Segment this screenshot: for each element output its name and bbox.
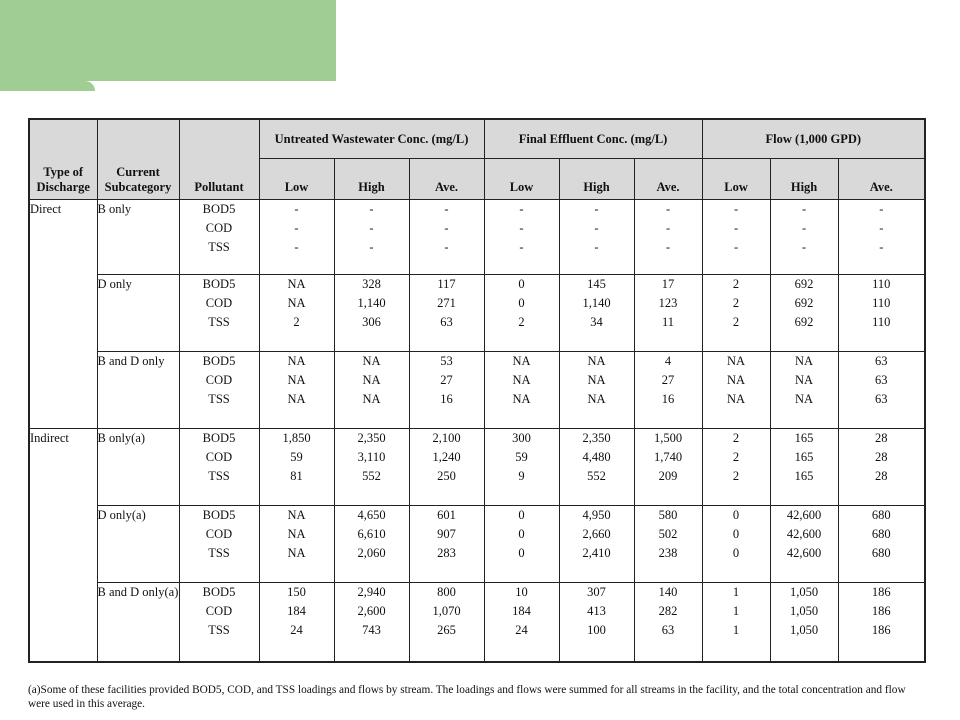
- pollutant-label: BOD5: [202, 202, 236, 216]
- cell-value: 42,600: [786, 546, 822, 560]
- cell-value: 300: [512, 431, 531, 445]
- cell-value: NA: [362, 373, 381, 387]
- cell-value: 1: [732, 604, 740, 618]
- cell-value: 2: [293, 315, 300, 329]
- cell-value: -: [665, 202, 671, 216]
- cell-value: 2: [518, 315, 525, 329]
- cell-value: 27: [440, 373, 453, 387]
- pollutant-label: BOD5: [202, 354, 236, 368]
- header-low: Low: [702, 159, 770, 200]
- cell-value: 271: [437, 296, 456, 310]
- value-cell: [559, 352, 634, 429]
- cell-value: 0: [732, 508, 740, 522]
- value-cell: [334, 200, 409, 275]
- cell-value: 3,110: [357, 450, 386, 464]
- value-cell: [409, 275, 484, 352]
- pollutant-cell: [179, 275, 259, 352]
- cell-value: -: [879, 240, 884, 254]
- cell-value: 10: [515, 585, 528, 599]
- cell-value: 28: [875, 431, 888, 445]
- cell-value: 250: [437, 469, 456, 483]
- cell-value: 265: [437, 623, 456, 637]
- cell-value: 63: [661, 623, 675, 637]
- cell-value: 2: [732, 450, 740, 464]
- value-cell: [634, 200, 702, 275]
- table-row: [29, 352, 925, 429]
- cell-value: NA: [795, 392, 814, 406]
- cell-value: 28: [875, 469, 888, 483]
- cell-value: 307: [587, 585, 606, 599]
- subcategory-cell: D only: [97, 275, 179, 352]
- cell-value: 2: [732, 315, 740, 329]
- cell-value: -: [519, 202, 524, 216]
- cell-value: -: [444, 240, 449, 254]
- value-cell: [484, 352, 559, 429]
- cell-value: 580: [658, 508, 678, 522]
- pollutant-label: COD: [205, 296, 233, 310]
- cell-value: NA: [287, 392, 306, 406]
- cell-value: NA: [795, 373, 814, 387]
- value-cell: [634, 429, 702, 506]
- cell-value: -: [733, 240, 739, 254]
- cell-value: NA: [795, 354, 814, 368]
- cell-value: 27: [661, 373, 675, 387]
- cell-value: 16: [440, 392, 453, 406]
- cell-value: -: [519, 240, 524, 254]
- cell-value: NA: [512, 354, 531, 368]
- cell-value: -: [369, 221, 374, 235]
- cell-value: 0: [518, 277, 525, 291]
- cell-value: 1,070: [432, 604, 461, 618]
- table-row: [29, 275, 925, 352]
- value-cell: [838, 506, 925, 583]
- value-cell: [484, 506, 559, 583]
- cell-value: 63: [440, 315, 453, 329]
- value-cell: [484, 200, 559, 275]
- cell-value: 2,410: [582, 546, 611, 560]
- cell-value: 4,950: [582, 508, 611, 522]
- cell-value: 680: [871, 508, 891, 522]
- value-cell: [634, 352, 702, 429]
- cell-value: 1,140: [357, 296, 386, 310]
- cell-value: -: [519, 221, 524, 235]
- pollutant-label: TSS: [208, 546, 230, 560]
- discharge-type-cell: Indirect: [29, 429, 97, 662]
- value-cell: [334, 275, 409, 352]
- value-cell: [702, 429, 770, 506]
- cell-value: 4,650: [357, 508, 386, 522]
- value-cell: [484, 583, 559, 662]
- value-cell: [259, 506, 334, 583]
- header-ave: Ave.: [409, 159, 484, 200]
- value-cell: [838, 583, 925, 662]
- cell-value: -: [444, 202, 449, 216]
- cell-value: 2: [732, 469, 740, 483]
- header-low: Low: [484, 159, 559, 200]
- value-cell: [334, 429, 409, 506]
- cell-value: NA: [512, 392, 531, 406]
- cell-value: 53: [440, 354, 453, 368]
- cell-value: 2,600: [357, 604, 386, 618]
- value-cell: [259, 583, 334, 662]
- value-cell: [259, 352, 334, 429]
- value-cell: [484, 275, 559, 352]
- value-cell: [702, 506, 770, 583]
- cell-value: 0: [518, 527, 525, 541]
- cell-value: 1: [732, 585, 740, 599]
- value-cell: [634, 275, 702, 352]
- discharge-type-cell: Direct: [29, 200, 97, 429]
- cell-value: NA: [727, 392, 746, 406]
- pollutant-label: COD: [205, 604, 233, 618]
- pollutant-cell: [179, 200, 259, 275]
- value-cell: [702, 200, 770, 275]
- cell-value: -: [801, 202, 807, 216]
- cell-value: 0: [518, 508, 525, 522]
- cell-value: 63: [875, 392, 888, 406]
- cell-value: 282: [658, 604, 678, 618]
- cell-value: 186: [871, 585, 891, 599]
- cell-value: -: [801, 221, 807, 235]
- header-ave: Ave.: [634, 159, 702, 200]
- pollutant-label: COD: [205, 527, 233, 541]
- cell-value: 680: [871, 546, 891, 560]
- cell-value: -: [294, 240, 299, 254]
- cell-value: 743: [362, 623, 381, 637]
- value-cell: [559, 583, 634, 662]
- pollutant-cell: [179, 506, 259, 583]
- cell-value: 165: [794, 469, 814, 483]
- pollutant-label: BOD5: [202, 431, 236, 445]
- cell-value: NA: [287, 296, 306, 310]
- value-cell: [770, 506, 838, 583]
- cell-value: -: [369, 240, 374, 254]
- value-cell: [702, 352, 770, 429]
- value-cell: [770, 200, 838, 275]
- cell-value: NA: [727, 373, 746, 387]
- cell-value: 145: [587, 277, 606, 291]
- cell-value: 110: [872, 315, 891, 329]
- value-cell: [259, 429, 334, 506]
- cell-value: 4: [664, 354, 672, 368]
- cell-value: 692: [794, 315, 814, 329]
- cell-value: 601: [437, 508, 456, 522]
- cell-value: NA: [287, 373, 306, 387]
- cell-value: -: [594, 240, 599, 254]
- cell-value: 1,050: [789, 585, 819, 599]
- cell-value: -: [369, 202, 374, 216]
- cell-value: 184: [512, 604, 531, 618]
- cell-value: 0: [732, 527, 740, 541]
- value-cell: [559, 200, 634, 275]
- value-cell: [259, 200, 334, 275]
- green-tab-decoration: [0, 81, 95, 91]
- cell-value: NA: [587, 354, 606, 368]
- cell-value: 24: [290, 623, 303, 637]
- header-pollutant: Pollutant: [179, 119, 259, 200]
- value-cell: [770, 583, 838, 662]
- cell-value: 34: [590, 315, 603, 329]
- value-cell: [634, 583, 702, 662]
- cell-value: 692: [794, 296, 814, 310]
- header-high: High: [770, 159, 838, 200]
- cell-value: 110: [872, 296, 891, 310]
- pollutant-cell: [179, 583, 259, 662]
- cell-value: 186: [871, 623, 891, 637]
- value-cell: [770, 429, 838, 506]
- pollutant-label: COD: [205, 221, 233, 235]
- cell-value: NA: [287, 508, 306, 522]
- cell-value: 2,100: [432, 431, 461, 445]
- header-low: Low: [259, 159, 334, 200]
- cell-value: 6,610: [357, 527, 386, 541]
- cell-value: 165: [794, 450, 814, 464]
- cell-value: 4,480: [582, 450, 611, 464]
- cell-value: 100: [587, 623, 606, 637]
- value-cell: [770, 352, 838, 429]
- subcategory-cell: D only(a): [97, 506, 179, 583]
- cell-value: 150: [287, 585, 306, 599]
- table-row: [29, 506, 925, 583]
- cell-value: 552: [587, 469, 606, 483]
- value-cell: [838, 200, 925, 275]
- header-current-subcategory: Current Subcategory: [97, 119, 179, 200]
- pollutant-label: COD: [205, 373, 233, 387]
- cell-value: 283: [437, 546, 456, 560]
- cell-value: 63: [875, 373, 888, 387]
- pollutant-label: TSS: [208, 623, 230, 637]
- cell-value: -: [294, 202, 299, 216]
- cell-value: NA: [287, 277, 306, 291]
- subcategory-cell: B and D only(a): [97, 583, 179, 662]
- cell-value: 692: [794, 277, 814, 291]
- cell-value: NA: [287, 354, 306, 368]
- header-ave: Ave.: [838, 159, 925, 200]
- header-flow: Flow (1,000 GPD): [702, 119, 925, 159]
- cell-value: 16: [661, 392, 675, 406]
- cell-value: -: [665, 221, 671, 235]
- subcategory-cell: B only: [97, 200, 179, 275]
- cell-value: 184: [287, 604, 306, 618]
- cell-value: -: [665, 240, 671, 254]
- value-cell: [334, 506, 409, 583]
- pollutant-cell: [179, 352, 259, 429]
- cell-value: 1,240: [432, 450, 461, 464]
- cell-value: 2,350: [357, 431, 386, 445]
- cell-value: -: [733, 221, 739, 235]
- cell-value: NA: [362, 392, 381, 406]
- cell-value: 502: [658, 527, 678, 541]
- value-cell: [702, 275, 770, 352]
- cell-value: NA: [587, 373, 606, 387]
- cell-value: -: [879, 202, 884, 216]
- cell-value: 9: [518, 469, 525, 483]
- cell-value: 1: [732, 623, 740, 637]
- cell-value: NA: [287, 546, 306, 560]
- value-cell: [559, 275, 634, 352]
- pollutant-label: TSS: [208, 392, 230, 406]
- cell-value: 1,740: [653, 450, 683, 464]
- cell-value: 413: [587, 604, 606, 618]
- cell-value: 907: [437, 527, 456, 541]
- cell-value: 123: [658, 296, 678, 310]
- cell-value: 2,060: [357, 546, 386, 560]
- cell-value: 17: [661, 277, 675, 291]
- table-row: [29, 200, 925, 275]
- cell-value: 42,600: [786, 527, 822, 541]
- value-cell: [409, 583, 484, 662]
- cell-value: 1,140: [582, 296, 611, 310]
- cell-value: 0: [732, 546, 740, 560]
- cell-value: 59: [515, 450, 528, 464]
- value-cell: [702, 583, 770, 662]
- header-untreated-wastewater: Untreated Wastewater Conc. (mg/L): [259, 119, 484, 159]
- value-cell: [838, 275, 925, 352]
- value-cell: [634, 506, 702, 583]
- pollutant-label: TSS: [208, 315, 230, 329]
- value-cell: [259, 275, 334, 352]
- header-high: High: [559, 159, 634, 200]
- cell-value: NA: [727, 354, 746, 368]
- value-cell: [409, 352, 484, 429]
- header-final-effluent: Final Effluent Conc. (mg/L): [484, 119, 702, 159]
- cell-value: NA: [587, 392, 606, 406]
- cell-value: NA: [287, 527, 306, 541]
- cell-value: 110: [872, 277, 891, 291]
- table-row: [29, 429, 925, 506]
- cell-value: 24: [515, 623, 528, 637]
- value-cell: [409, 506, 484, 583]
- header-high: High: [334, 159, 409, 200]
- value-cell: [409, 200, 484, 275]
- value-cell: [334, 352, 409, 429]
- value-cell: [484, 429, 559, 506]
- cell-value: 2,940: [357, 585, 386, 599]
- cell-value: 140: [658, 585, 678, 599]
- green-title-block: [0, 0, 336, 81]
- cell-value: 238: [658, 546, 678, 560]
- wastewater-data-table: [28, 118, 926, 663]
- cell-value: 2,660: [582, 527, 611, 541]
- cell-value: NA: [362, 354, 381, 368]
- cell-value: 209: [658, 469, 678, 483]
- cell-value: -: [294, 221, 299, 235]
- cell-value: 328: [362, 277, 381, 291]
- cell-value: 117: [437, 277, 456, 291]
- cell-value: 59: [290, 450, 303, 464]
- pollutant-label: COD: [205, 450, 233, 464]
- value-cell: [334, 583, 409, 662]
- value-cell: [838, 429, 925, 506]
- cell-value: 1,500: [653, 431, 683, 445]
- cell-value: -: [594, 221, 599, 235]
- pollutant-label: TSS: [208, 469, 230, 483]
- cell-value: 63: [875, 354, 888, 368]
- table-row: [29, 583, 925, 662]
- cell-value: 800: [437, 585, 456, 599]
- pollutant-label: BOD5: [202, 585, 236, 599]
- cell-value: 2,350: [582, 431, 611, 445]
- subcategory-cell: B and D only: [97, 352, 179, 429]
- cell-value: 1,050: [789, 604, 819, 618]
- value-cell: [770, 275, 838, 352]
- cell-value: 306: [362, 315, 381, 329]
- cell-value: 1,050: [789, 623, 819, 637]
- cell-value: 0: [518, 296, 525, 310]
- subcategory-cell: B only(a): [97, 429, 179, 506]
- cell-value: -: [733, 202, 739, 216]
- cell-value: -: [801, 240, 807, 254]
- cell-value: -: [594, 202, 599, 216]
- cell-value: -: [879, 221, 884, 235]
- cell-value: 186: [871, 604, 891, 618]
- pollutant-cell: [179, 429, 259, 506]
- cell-value: 2: [732, 296, 740, 310]
- cell-value: 28: [875, 450, 888, 464]
- cell-value: 2: [732, 277, 740, 291]
- value-cell: [559, 429, 634, 506]
- pollutant-label: BOD5: [202, 508, 236, 522]
- cell-value: 2: [732, 431, 740, 445]
- cell-value: 42,600: [786, 508, 822, 522]
- cell-value: 1,850: [282, 431, 311, 445]
- value-cell: [838, 352, 925, 429]
- cell-value: 81: [290, 469, 303, 483]
- header-type-of-discharge: Type of Discharge: [29, 119, 97, 200]
- pollutant-label: BOD5: [202, 277, 236, 291]
- footnote: (a)Some of these facilities provided BOD5, COD, and TSS loadings and flows by stream. The loadings and flows were summed for all streams in the facility, and the total concentration and flow were used in this average.: [28, 684, 906, 710]
- cell-value: -: [444, 221, 449, 235]
- cell-value: 165: [794, 431, 814, 445]
- value-cell: [409, 429, 484, 506]
- cell-value: NA: [512, 373, 531, 387]
- cell-value: 680: [871, 527, 891, 541]
- cell-value: 552: [362, 469, 381, 483]
- cell-value: 0: [518, 546, 525, 560]
- value-cell: [559, 506, 634, 583]
- pollutant-label: TSS: [208, 240, 230, 254]
- cell-value: 11: [662, 315, 675, 329]
